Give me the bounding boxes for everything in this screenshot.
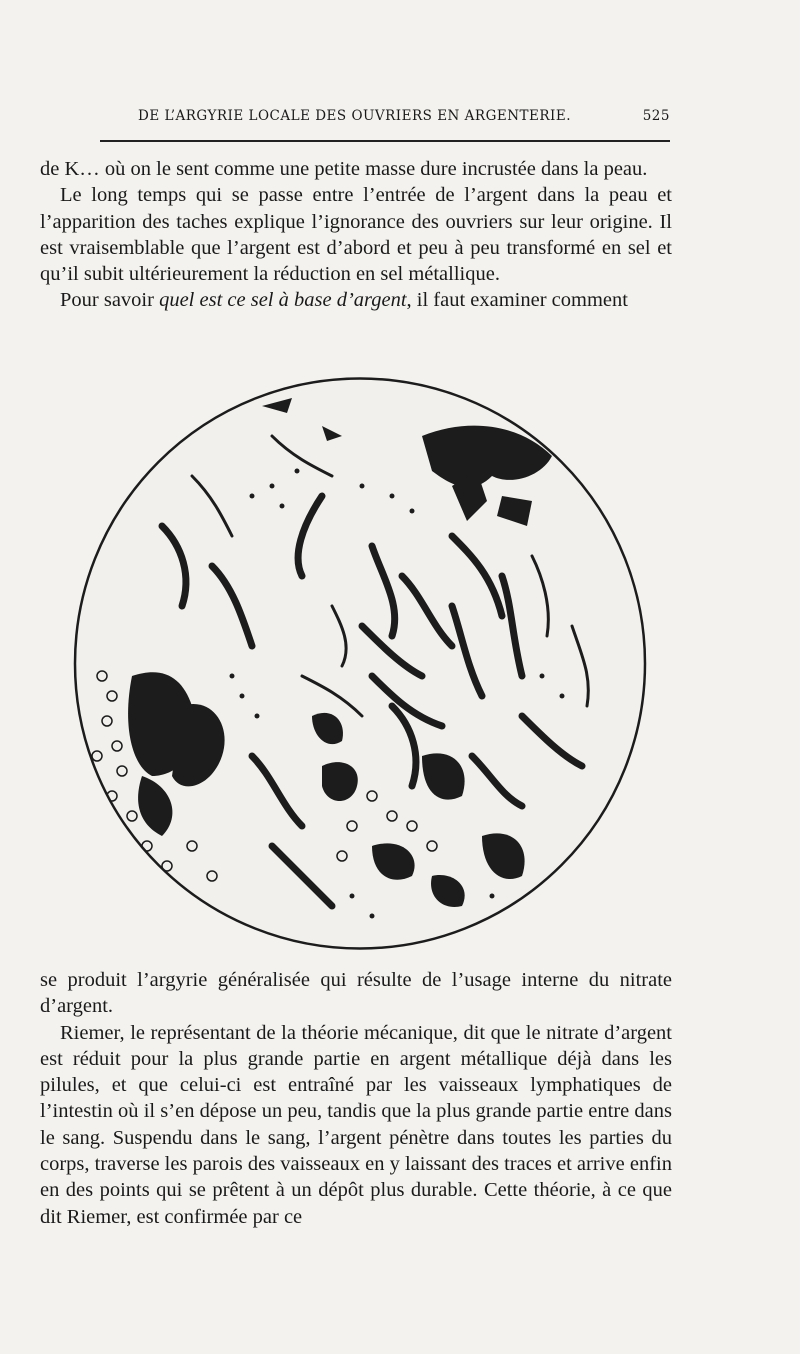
microscope-section-illustration-icon (72, 376, 648, 951)
running-title: DE L’ARGYRIE LOCALE DES OUVRIERS EN ARGENTERIE. (138, 108, 572, 124)
field-circle (75, 379, 645, 949)
running-header (100, 108, 670, 124)
paragraph-text: , il faut examiner comment (406, 289, 628, 312)
italic-phrase: quel est ce sel à base d’argent (159, 289, 407, 312)
paragraph: Riemer, le représentant de la théorie mécanique, dit que le nitrate d’argent est réduit pour la plus grande partie en argent métallique déjà dans les pilules, et que celui-ci est entraîné par les vaisseaux lymphatiques de l’intestin où il s’en dépose un peu, tandis que la plus grande partie entre dans le sang. Suspendu dans le sang, l’argent pénètre dans toutes les parties du corps, traverse les parois des vaisseaux en y laissant des traces et arrive enfin en des points qui se prêtent à un dépôt plus durable. Cette théorie, à ce que dit Riemer, est confirmée par ce (40, 1021, 672, 1228)
page-number: 525 (642, 108, 670, 124)
paragraph-text: Pour savoir (60, 289, 160, 312)
text-block-bottom (40, 967, 672, 1230)
paragraph: de K… où on le sent comme une petite masse dure incrustée dans la peau. (40, 158, 648, 180)
text-block-top (40, 156, 672, 314)
paragraph (40, 287, 672, 313)
paragraph: Le long temps qui se passe entre l’entrée de l’argent dans la peau et l’apparition des taches explique l’ignorance des ouvriers sur leur origine. Il est vraisemblable que l’argent est d’abord et peu à peu transformé en sel et qu’il subit ultérieurement la réduction en sel métallique. (40, 184, 672, 286)
microscope-figure (72, 376, 648, 951)
header-rule (100, 140, 670, 142)
paragraph: se produit l’argyrie généralisée qui résulte de l’usage interne du nitrate d’argent. (40, 969, 672, 1018)
